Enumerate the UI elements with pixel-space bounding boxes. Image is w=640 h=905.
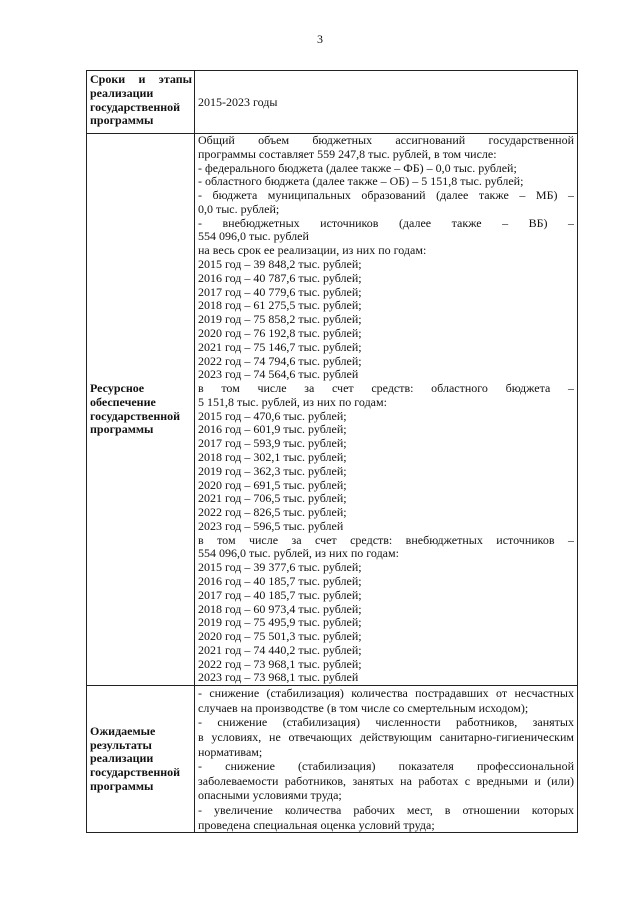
label-line: результаты bbox=[90, 738, 152, 752]
text-line: 2015 год – 39 848,2 тыс. рублей; bbox=[198, 258, 362, 272]
text-line: 2023 год – 73 968,1 тыс. рублей bbox=[198, 671, 359, 685]
label-line: программы bbox=[90, 779, 154, 793]
program-passport-table bbox=[86, 70, 578, 833]
text-line: в том числе за счет средств: областного бюджета – bbox=[198, 382, 574, 396]
text-line: 2016 год – 40 185,7 тыс. рублей; bbox=[198, 575, 362, 588]
text-line: 554 096,0 тыс. рублей bbox=[198, 230, 309, 244]
text-line: 2022 год – 826,5 тыс. рублей; bbox=[198, 506, 347, 520]
text-line: 2020 год – 76 192,8 тыс. рублей; bbox=[198, 326, 362, 340]
text-line: - снижение (стабилизация) показателя профессиональной bbox=[198, 759, 574, 774]
text-line: 2017 год – 40 779,6 тыс. рублей; bbox=[198, 285, 362, 299]
label-line: государственной bbox=[90, 766, 181, 780]
label-line: программы bbox=[90, 114, 154, 128]
text-line: на весь срок ее реализации, из них по годам: bbox=[198, 244, 427, 258]
label-line: государственной bbox=[90, 409, 181, 423]
text-line: 2023 год – 74 564,6 тыс. рублей bbox=[198, 368, 359, 382]
text-line: 2018 год – 302,1 тыс. рублей; bbox=[198, 450, 347, 464]
text-line: - внебюджетных источников (далее также – ВБ) – bbox=[198, 216, 574, 230]
label-line: обеспечение bbox=[90, 395, 156, 409]
text-line: 0,0 тыс. рублей; bbox=[198, 202, 280, 216]
table-row-timeline bbox=[87, 71, 578, 134]
table-row-results bbox=[87, 686, 578, 833]
text-line: 2021 год – 74 440,2 тыс. рублей; bbox=[198, 643, 362, 657]
timeline-text: 2015-2023 годы bbox=[198, 94, 278, 109]
text-line: 2015 год – 470,6 тыс. рублей; bbox=[198, 409, 347, 423]
text-line: 2019 год – 75 495,9 тыс. рублей; bbox=[198, 616, 362, 630]
label-line: Сроки и этапы bbox=[90, 73, 192, 86]
text-line: опасными условиями труда; bbox=[198, 788, 342, 803]
label-line: программы bbox=[90, 423, 154, 437]
text-line: проведена специальная оценка условий труда; bbox=[198, 817, 435, 832]
text-line: в том числе за счет средств: внебюджетных источников – bbox=[198, 533, 574, 547]
label-line: Ресурсное bbox=[90, 382, 145, 396]
text-line: 2018 год – 60 973,4 тыс. рублей; bbox=[198, 602, 362, 616]
text-line: нормативам; bbox=[198, 744, 263, 759]
text-line: 2019 год – 75 858,2 тыс. рублей; bbox=[198, 313, 362, 327]
text-line: 2017 год – 40 185,7 тыс. рублей; bbox=[198, 588, 362, 602]
text-line: 2021 год – 706,5 тыс. рублей; bbox=[198, 492, 347, 506]
row-content-results bbox=[195, 686, 578, 833]
label-line: государственной bbox=[90, 100, 181, 114]
text-line: - увеличение количества рабочих мест, в отношении которых bbox=[198, 803, 574, 817]
text-line: 2021 год – 75 146,7 тыс. рублей; bbox=[198, 340, 362, 354]
text-line: Общий объем бюджетных ассигнований государственной bbox=[198, 134, 574, 147]
text-line: 2017 год – 593,9 тыс. рублей; bbox=[198, 437, 347, 451]
row-content-resources bbox=[195, 134, 578, 686]
label-line: реализации bbox=[90, 86, 154, 100]
text-line: 2022 год – 74 794,6 тыс. рублей; bbox=[198, 354, 362, 368]
label-line: реализации bbox=[90, 752, 154, 766]
row-content-timeline bbox=[195, 71, 578, 134]
text-line: 2018 год – 61 275,5 тыс. рублей; bbox=[198, 299, 362, 313]
text-line: - областного бюджета (далее также – ОБ) – 5 151,8 тыс. рублей; bbox=[198, 175, 524, 189]
text-line: 554 096,0 тыс. рублей, из них по годам: bbox=[198, 547, 399, 561]
row-label-timeline bbox=[87, 71, 195, 134]
text-line: - бюджета муниципальных образований (далее также – МБ) – bbox=[198, 189, 574, 203]
text-line: программы составляет 559 247,8 тыс. рублей, в том числе: bbox=[198, 147, 497, 161]
text-line: - снижение (стабилизация) количества пострадавших от несчастных bbox=[198, 686, 574, 701]
table-row-resources bbox=[87, 134, 578, 686]
label-line: Ожидаемые bbox=[90, 724, 156, 738]
text-line: 2022 год – 73 968,1 тыс. рублей; bbox=[198, 657, 362, 671]
text-line: 2016 год – 40 787,6 тыс. рублей; bbox=[198, 271, 362, 285]
text-line: в условиях, не отвечающих действующим санитарно-гигиеническим bbox=[198, 730, 574, 745]
text-line: случаев на производстве (в том числе со смертельным исходом); bbox=[198, 700, 529, 715]
text-line: 2015 год – 39 377,6 тыс. рублей; bbox=[198, 561, 362, 575]
text-line: заболеваемости работников, занятых на работах с вредными и (или) bbox=[198, 773, 574, 788]
text-line: 2019 год – 362,3 тыс. рублей; bbox=[198, 464, 347, 478]
text-line: 5 151,8 тыс. рублей, из них по годам: bbox=[198, 395, 387, 409]
text-line: - снижение (стабилизация) численности работников, занятых bbox=[198, 715, 574, 730]
text-line: 2020 год – 691,5 тыс. рублей; bbox=[198, 478, 347, 492]
text-line: 2023 год – 596,5 тыс. рублей bbox=[198, 519, 344, 533]
text-line: - федерального бюджета (далее также – ФБ) – 0,0 тыс. рублей; bbox=[198, 161, 517, 175]
page-number: 3 bbox=[317, 32, 323, 46]
row-label-resources bbox=[87, 134, 195, 686]
row-label-results bbox=[87, 686, 195, 833]
text-line: 2020 год – 75 501,3 тыс. рублей; bbox=[198, 630, 362, 644]
text-line: 2016 год – 601,9 тыс. рублей; bbox=[198, 423, 347, 437]
